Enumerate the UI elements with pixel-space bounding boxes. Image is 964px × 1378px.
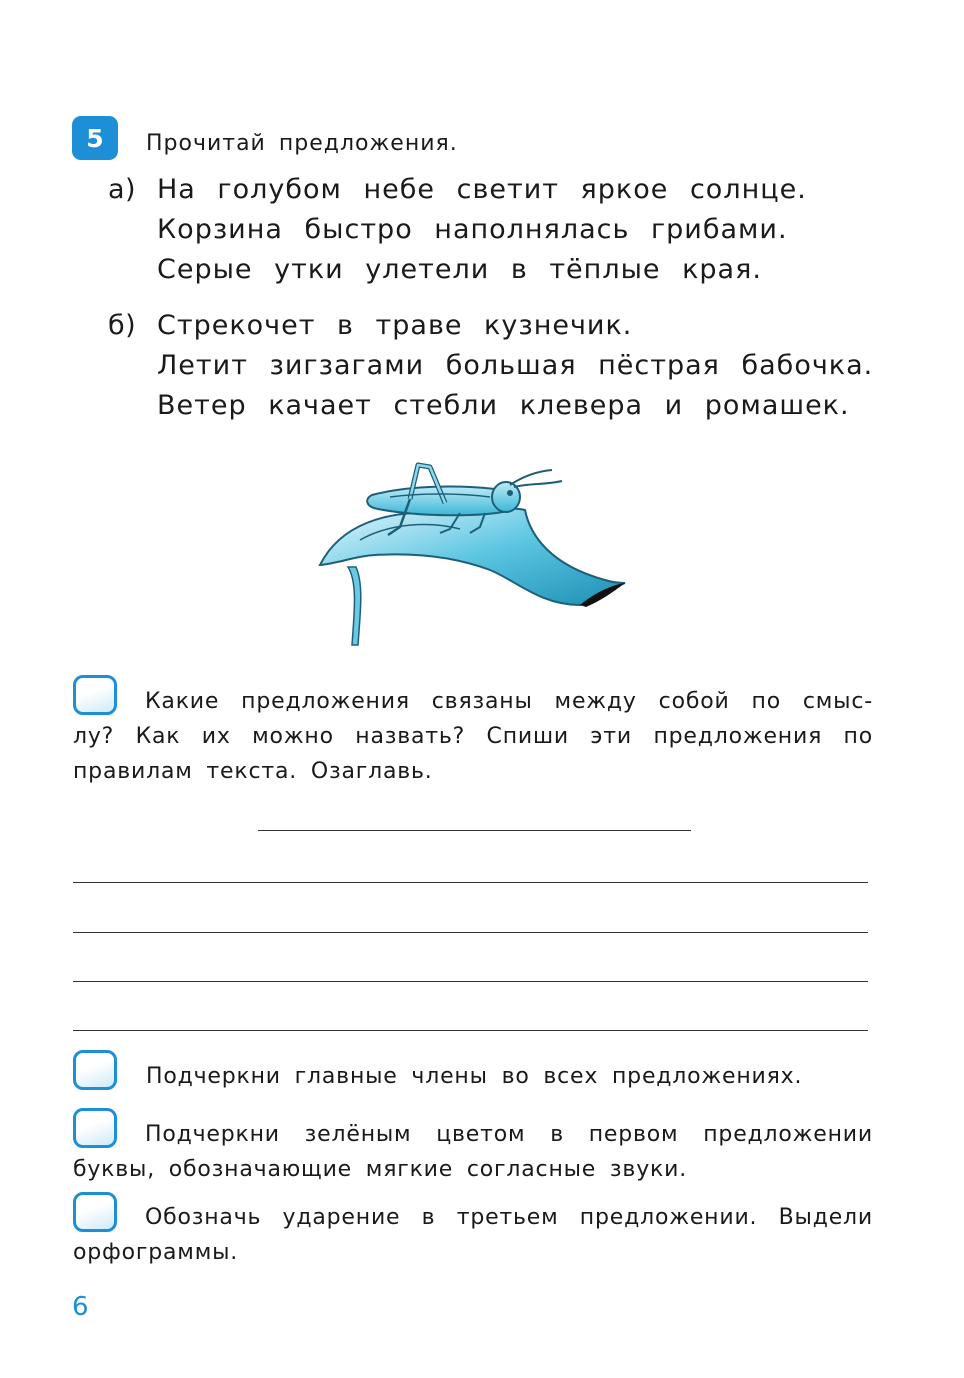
page-number: 6 bbox=[72, 1292, 89, 1322]
question-3-text bbox=[73, 1117, 873, 1187]
stem-shape bbox=[348, 567, 361, 645]
group-a-label: а) bbox=[108, 174, 137, 205]
group-b-label: б) bbox=[108, 310, 137, 341]
question-3-line-2: буквы, обозначающие мягкие согласные звуки. bbox=[73, 1157, 687, 1182]
writing-line-2[interactable] bbox=[73, 932, 868, 933]
question-1-line-1: Какие предложения связаны между собой по смыс- bbox=[145, 689, 873, 714]
question-2-checkbox-icon[interactable] bbox=[73, 1050, 117, 1090]
question-1-line-3: правилам текста. Озаглавь. bbox=[73, 759, 433, 784]
question-2-text bbox=[146, 1059, 866, 1094]
sentence-a2: Корзина быстро наполнялась грибами. bbox=[157, 214, 788, 245]
question-2-line-1: Подчеркни главные члены во всех предложениях. bbox=[146, 1064, 803, 1089]
question-1-text bbox=[73, 684, 873, 789]
grasshopper-antenna-2 bbox=[514, 481, 562, 487]
question-4-text bbox=[73, 1200, 873, 1270]
question-4-line-2: орфограммы. bbox=[73, 1240, 239, 1265]
grasshopper-eye bbox=[507, 490, 513, 496]
question-1-line-2: лу? Как их можно назвать? Спиши эти предложения по bbox=[73, 724, 873, 749]
writing-line-1[interactable] bbox=[73, 882, 868, 883]
sentence-a1: На голубом небе светит яркое солнце. bbox=[157, 174, 807, 205]
leaf-shape bbox=[320, 509, 625, 605]
title-writing-line[interactable] bbox=[258, 830, 691, 831]
sentence-b3: Ветер качает стебли клевера и ромашек. bbox=[157, 390, 850, 421]
sentence-b1: Стрекочет в траве кузнечик. bbox=[157, 310, 633, 341]
task-instruction: Прочитай предложения. bbox=[146, 131, 458, 156]
sentence-b2: Летит зигзагами большая пёстрая бабочка. bbox=[157, 350, 874, 381]
grasshopper-illustration bbox=[300, 455, 640, 650]
writing-line-3[interactable] bbox=[73, 981, 868, 982]
sentence-a3: Серые утки улетели в тёплые края. bbox=[157, 254, 762, 285]
task-number-badge: 5 bbox=[72, 116, 118, 160]
question-3-line-1: Подчеркни зелёным цветом в первом предложении bbox=[145, 1122, 873, 1147]
question-4-line-1: Обозначь ударение в третьем предложении. Выдели bbox=[145, 1205, 873, 1230]
writing-line-4[interactable] bbox=[73, 1030, 868, 1031]
